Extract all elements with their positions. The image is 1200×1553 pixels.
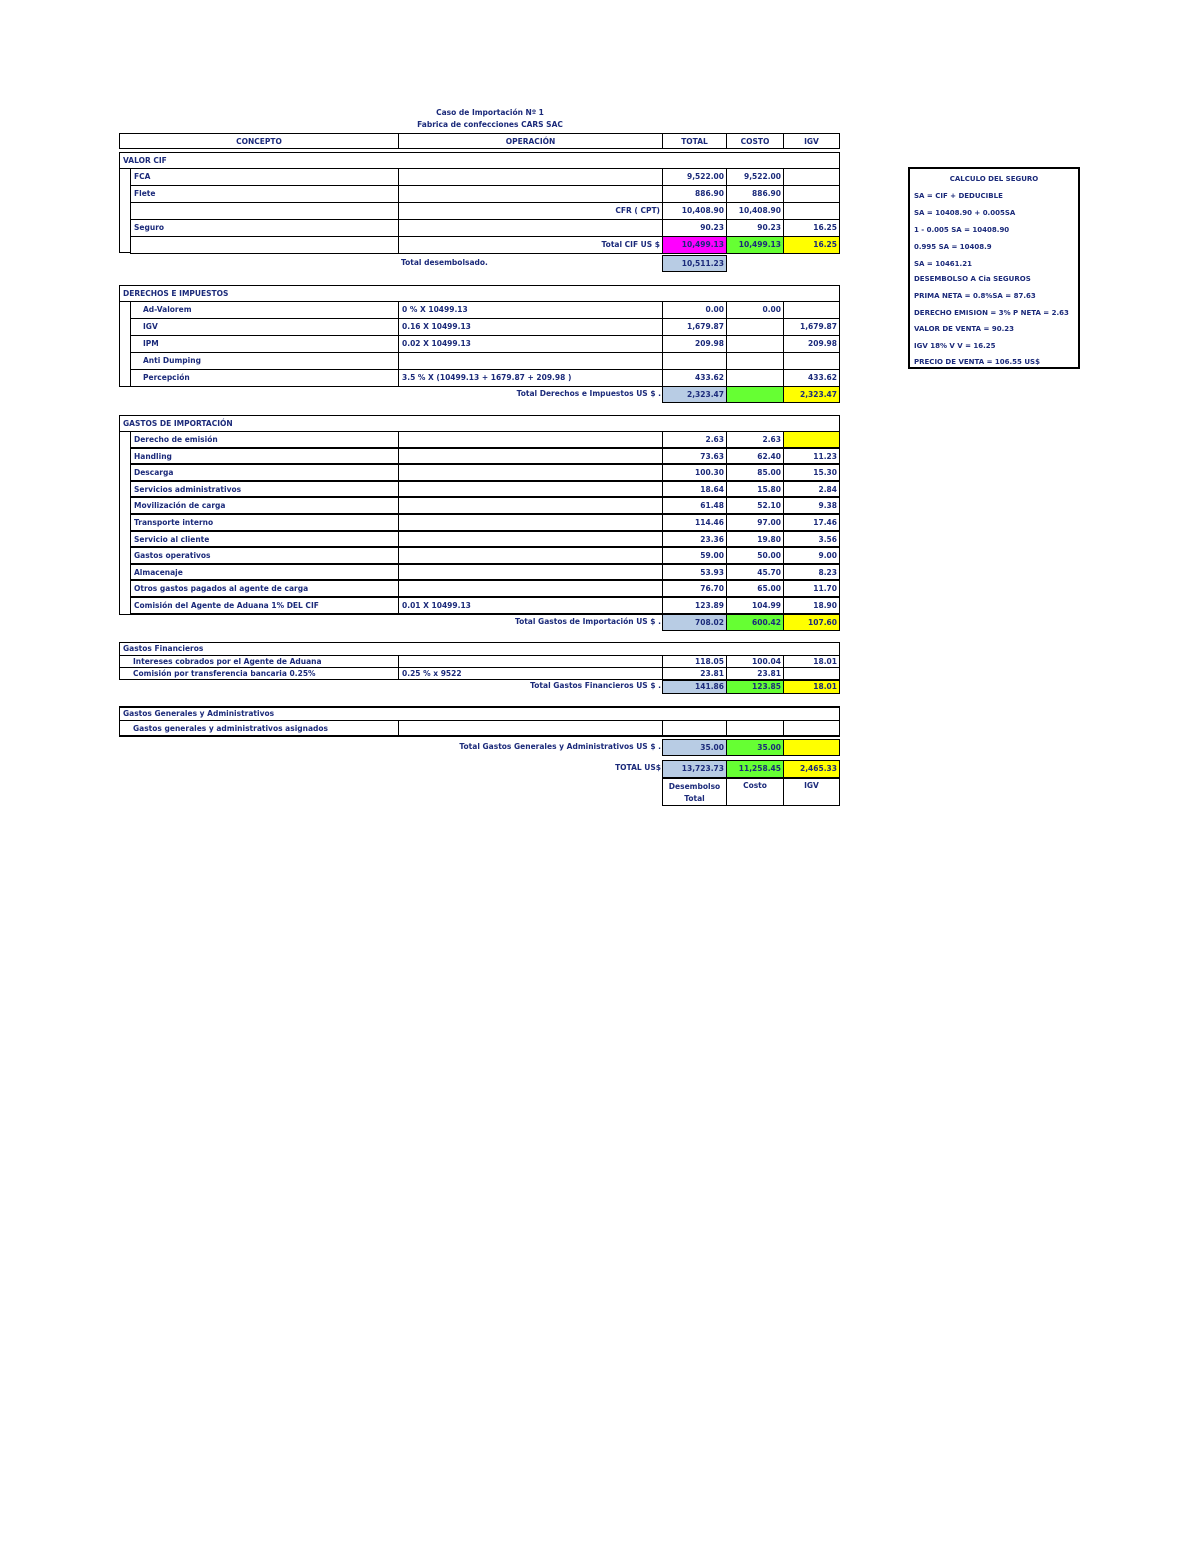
- seguro-box-title: CALCULO DEL SEGURO: [949, 175, 1039, 183]
- total-desembolsado-label: Total desembolsado.: [401, 258, 488, 267]
- row-label: Servicios administrativos: [130, 481, 399, 499]
- row-seguro-label: Seguro: [130, 219, 399, 237]
- row-cfr-total: 10,408.90: [662, 202, 727, 220]
- row-operation: [398, 514, 663, 532]
- seguro-line: VALOR DE VENTA = 90.23: [914, 325, 1014, 333]
- total-gastos-total: 708.02: [662, 614, 727, 631]
- row-label: IGV: [130, 318, 399, 336]
- row-flete-costo: 886.90: [726, 185, 784, 203]
- header-total: TOTAL: [662, 133, 727, 149]
- total-generales-total: 35.00: [662, 739, 727, 756]
- row-operation: [398, 448, 663, 466]
- row-costo: 85.00: [726, 464, 784, 482]
- seguro-line: SA = CIF + DEDUCIBLE: [914, 192, 1003, 200]
- row-total: 76.70: [662, 580, 727, 598]
- row-total: 1,679.87: [662, 318, 727, 336]
- row-operation: [398, 531, 663, 549]
- header-igv: IGV: [783, 133, 840, 149]
- total-cif-label: Total CIF US $: [398, 236, 663, 254]
- row-operation: [398, 547, 663, 565]
- row-operation: 0.16 X 10499.13: [398, 318, 663, 336]
- row-label: Almacenaje: [130, 564, 399, 582]
- row-igv: [783, 352, 840, 370]
- seguro-line: DESEMBOLSO A Cia SEGUROS: [914, 275, 1031, 283]
- row-label: Comisión del Agente de Aduana 1% DEL CIF: [130, 597, 399, 615]
- row-costo: 62.40: [726, 448, 784, 466]
- grand-total-label: TOTAL US$: [615, 763, 661, 772]
- row-total: 433.62: [662, 369, 727, 387]
- row-costo: 0.00: [726, 301, 784, 319]
- row-operation: [398, 464, 663, 482]
- row-flete-op: [398, 185, 663, 203]
- row-operation: [398, 720, 663, 737]
- row-operation: 0.25 % x 9522: [398, 667, 663, 680]
- section-derechos: DERECHOS E IMPUESTOS: [119, 285, 840, 302]
- row-igv: [783, 720, 840, 737]
- total-financieros-costo: 123.85: [726, 680, 784, 694]
- row-costo: 50.00: [726, 547, 784, 565]
- row-cfr-costo: 10,408.90: [726, 202, 784, 220]
- total-generales-igv: [783, 739, 840, 756]
- row-total: 114.46: [662, 514, 727, 532]
- row-total: 118.05: [662, 655, 727, 668]
- header-operacion: OPERACIÓN: [398, 133, 663, 149]
- row-label: Derecho de emisión: [130, 431, 399, 449]
- row-igv: 209.98: [783, 335, 840, 353]
- row-total: 73.63: [662, 448, 727, 466]
- row-label: Transporte interno: [130, 514, 399, 532]
- row-igv: 17.46: [783, 514, 840, 532]
- title-line-2: Fabrica de confecciones CARS SAC: [417, 120, 563, 129]
- row-operation: [398, 497, 663, 515]
- footer-igv: IGV: [783, 778, 840, 806]
- row-fca-costo: 9,522.00: [726, 168, 784, 186]
- row-costo: 52.10: [726, 497, 784, 515]
- row-operation: [398, 481, 663, 499]
- row-flete-label: Flete: [130, 185, 399, 203]
- row-costo: 2.63: [726, 431, 784, 449]
- grand-total-igv: 2,465.33: [783, 760, 840, 778]
- row-igv: [783, 431, 840, 449]
- seguro-line: IGV 18% V V = 16.25: [914, 342, 996, 350]
- total-derechos-label: Total Derechos e Impuestos US $ .: [516, 389, 661, 398]
- row-operation: [398, 564, 663, 582]
- total-financieros-total: 141.86: [662, 680, 727, 694]
- row-flete-igv: [783, 185, 840, 203]
- seguro-line: SA = 10461.21: [914, 260, 972, 268]
- row-igv: 9.00: [783, 547, 840, 565]
- seguro-line: DERECHO EMISION = 3% P NETA = 2.63: [914, 309, 1069, 317]
- section-gastos-generales: Gastos Generales y Administrativos: [119, 706, 840, 721]
- row-cfr-label: CFR ( CPT): [398, 202, 663, 220]
- grand-total-total: 13,723.73: [662, 760, 727, 778]
- seguro-calculation-box: [908, 167, 1080, 369]
- total-desembolsado-value: 10,511.23: [662, 255, 727, 272]
- row-igv: 433.62: [783, 369, 840, 387]
- row-costo: 19.80: [726, 531, 784, 549]
- row-igv: 18.90: [783, 597, 840, 615]
- row-label: Percepción: [130, 369, 399, 387]
- row-operation: 0.02 X 10499.13: [398, 335, 663, 353]
- row-operation: 0 % X 10499.13: [398, 301, 663, 319]
- row-operation: 0.01 X 10499.13: [398, 597, 663, 615]
- row-operation: [398, 580, 663, 598]
- seguro-line: PRIMA NETA = 0.8%SA = 87.63: [914, 292, 1036, 300]
- footer-total: Desembolso Total: [662, 778, 727, 806]
- total-financieros-label: Total Gastos Financieros US $ .: [530, 681, 661, 690]
- row-total: [662, 720, 727, 737]
- header-concepto: CONCEPTO: [119, 133, 399, 149]
- section-gastos-importacion: GASTOS DE IMPORTACIÓN: [119, 415, 840, 432]
- row-igv: 15.30: [783, 464, 840, 482]
- row-seguro-op: [398, 219, 663, 237]
- row-igv: 11.70: [783, 580, 840, 598]
- row-label: Ad-Valorem: [130, 301, 399, 319]
- row-label: Comisión por transferencia bancaria 0.25%: [119, 667, 399, 680]
- row-total: 53.93: [662, 564, 727, 582]
- row-total: 59.00: [662, 547, 727, 565]
- total-gastos-igv: 107.60: [783, 614, 840, 631]
- row-costo: 45.70: [726, 564, 784, 582]
- row-igv: [783, 667, 840, 680]
- seguro-line: PRECIO DE VENTA = 106.55 US$: [914, 358, 1040, 366]
- total-cif-costo: 10,499.13: [726, 236, 784, 254]
- total-derechos-igv: 2,323.47: [783, 386, 840, 403]
- row-total: 209.98: [662, 335, 727, 353]
- row-cfr-igv: [783, 202, 840, 220]
- row-costo: 97.00: [726, 514, 784, 532]
- row-total: 61.48: [662, 497, 727, 515]
- row-total: [662, 352, 727, 370]
- row-flete-total: 886.90: [662, 185, 727, 203]
- row-label: Intereses cobrados por el Agente de Aduana: [119, 655, 399, 668]
- total-cif-igv: 16.25: [783, 236, 840, 254]
- header-costo: COSTO: [726, 133, 784, 149]
- seguro-line: 0.995 SA = 10408.9: [914, 243, 992, 251]
- row-costo: [726, 318, 784, 336]
- row-igv: 11.23: [783, 448, 840, 466]
- row-seguro-igv: 16.25: [783, 219, 840, 237]
- row-total: 123.89: [662, 597, 727, 615]
- row-igv: 9.38: [783, 497, 840, 515]
- row-fca-label: FCA: [130, 168, 399, 186]
- seguro-line: SA = 10408.90 + 0.005SA: [914, 209, 1016, 217]
- row-costo: 100.04: [726, 655, 784, 668]
- row-fca-igv: [783, 168, 840, 186]
- row-total: 23.81: [662, 667, 727, 680]
- row-label: Handling: [130, 448, 399, 466]
- row-label: IPM: [130, 335, 399, 353]
- row-total: 2.63: [662, 431, 727, 449]
- row-label: Servicio al cliente: [130, 531, 399, 549]
- row-costo: [726, 720, 784, 737]
- row-seguro-costo: 90.23: [726, 219, 784, 237]
- row-cfr-blank: [130, 202, 399, 220]
- row-costo: 15.80: [726, 481, 784, 499]
- row-total-cif-blank: [130, 236, 399, 254]
- row-igv: 1,679.87: [783, 318, 840, 336]
- seguro-line: 1 - 0.005 SA = 10408.90: [914, 226, 1010, 234]
- row-igv: 2.84: [783, 481, 840, 499]
- row-label: Gastos generales y administrativos asignados: [119, 720, 399, 737]
- row-costo: [726, 352, 784, 370]
- total-generales-costo: 35.00: [726, 739, 784, 756]
- row-label: Movilización de carga: [130, 497, 399, 515]
- title-line-1: Caso de Importación Nº 1: [436, 108, 544, 117]
- row-total: 100.30: [662, 464, 727, 482]
- row-label: Anti Dumping: [130, 352, 399, 370]
- total-derechos-costo: [726, 386, 784, 403]
- row-igv: 3.56: [783, 531, 840, 549]
- footer-costo: Costo: [726, 778, 784, 806]
- row-label: Gastos operativos: [130, 547, 399, 565]
- section-valor-cif: VALOR CIF: [119, 152, 840, 169]
- row-label: Descarga: [130, 464, 399, 482]
- row-costo: [726, 369, 784, 387]
- row-costo: 65.00: [726, 580, 784, 598]
- row-costo: 23.81: [726, 667, 784, 680]
- row-fca-total: 9,522.00: [662, 168, 727, 186]
- row-igv: [783, 301, 840, 319]
- grand-total-costo: 11,258.45: [726, 760, 784, 778]
- row-igv: 8.23: [783, 564, 840, 582]
- row-seguro-total: 90.23: [662, 219, 727, 237]
- row-costo: 104.99: [726, 597, 784, 615]
- section-gastos-financieros: Gastos Financieros: [119, 642, 840, 656]
- row-label: Otros gastos pagados al agente de carga: [130, 580, 399, 598]
- row-igv: 18.01: [783, 655, 840, 668]
- total-cif-total: 10,499.13: [662, 236, 727, 254]
- row-total: 23.36: [662, 531, 727, 549]
- row-operation: [398, 431, 663, 449]
- total-gastos-costo: 600.42: [726, 614, 784, 631]
- row-operation: 3.5 % X (10499.13 + 1679.87 + 209.98 ): [398, 369, 663, 387]
- total-financieros-igv: 18.01: [783, 680, 840, 694]
- row-total: 18.64: [662, 481, 727, 499]
- row-costo: [726, 335, 784, 353]
- row-operation: [398, 352, 663, 370]
- row-fca-op: [398, 168, 663, 186]
- total-derechos-total: 2,323.47: [662, 386, 727, 403]
- total-generales-label: Total Gastos Generales y Administrativos US $ .: [459, 742, 661, 751]
- total-gastos-label: Total Gastos de Importación US $ .: [514, 617, 661, 626]
- row-total: 0.00: [662, 301, 727, 319]
